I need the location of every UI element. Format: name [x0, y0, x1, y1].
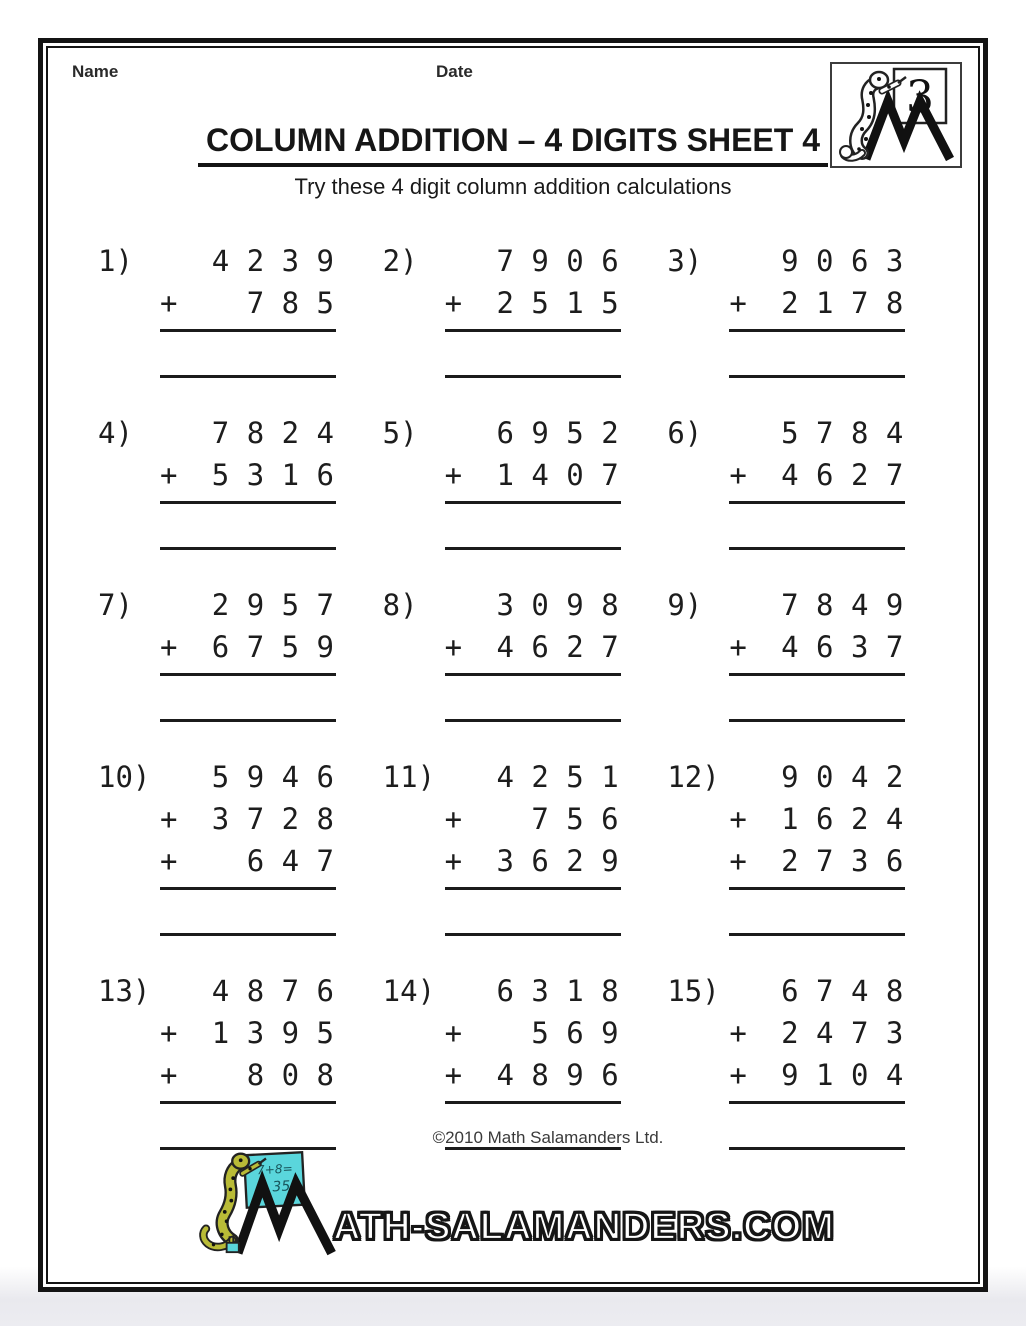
- addend-row: [160, 454, 336, 496]
- addend-digits: 3 7 2 8: [211, 802, 334, 836]
- addend-digits: 4 6 2 7: [496, 630, 619, 664]
- plus-sign: +: [444, 630, 463, 664]
- problem-body: [729, 756, 905, 936]
- addend-digits: 9 1 0 4: [781, 1058, 904, 1092]
- addend-digits: 4 8 7 6: [211, 974, 334, 1008]
- answer-line: [160, 719, 336, 722]
- problem-number: 14): [382, 974, 436, 1008]
- addend-row: [445, 412, 621, 454]
- problem-number: 4): [98, 416, 133, 450]
- addend-row: [160, 240, 336, 282]
- addend-row: [729, 240, 905, 282]
- problem: [98, 240, 383, 378]
- problem-body: [729, 412, 905, 550]
- answer-line: [729, 719, 905, 722]
- plus-sign: +: [444, 844, 463, 878]
- answer-space: [445, 676, 621, 719]
- problems-grid: [98, 240, 952, 1150]
- salamander-brand-logo: [191, 1148, 341, 1256]
- problem: [98, 970, 383, 1150]
- board-answer-text: 35: [272, 1178, 291, 1196]
- addend-row: [729, 626, 905, 668]
- plus-sign: +: [729, 286, 747, 320]
- addend-digits: 7 8 2 4: [211, 416, 334, 450]
- worksheet-page: [38, 38, 988, 1292]
- answer-space: [729, 676, 905, 719]
- problem-number: 11): [382, 760, 436, 794]
- addend-digits: 7 5 6: [531, 802, 619, 836]
- addend-digits: 2 7 3 6: [781, 844, 904, 878]
- addend-digits: 6 4 7: [246, 844, 334, 878]
- addend-digits: 7 8 4 9: [781, 588, 904, 622]
- problem: [383, 756, 668, 936]
- addend-row: [445, 798, 621, 840]
- answer-space: [445, 504, 621, 547]
- plus-sign: +: [160, 1016, 178, 1050]
- plus-sign: +: [444, 802, 463, 836]
- addend-row: [445, 454, 621, 496]
- addend-digits: 3 6 2 9: [496, 844, 619, 878]
- answer-space: [729, 504, 905, 547]
- addend-row: [729, 840, 905, 882]
- addend-row: [445, 1054, 621, 1096]
- problem-body: [160, 412, 336, 550]
- answer-line: [445, 933, 621, 936]
- problem: [667, 970, 952, 1150]
- addend-row: [445, 626, 621, 668]
- plus-sign: +: [729, 802, 747, 836]
- problem: [383, 970, 668, 1150]
- addend-row: [160, 840, 336, 882]
- plus-sign: +: [729, 1058, 747, 1092]
- answer-line: [445, 375, 621, 378]
- problem-body: [160, 756, 336, 936]
- addend-row: [445, 756, 621, 798]
- addend-row: [729, 584, 905, 626]
- copyright: ©2010 Math Salamanders Ltd.: [432, 1128, 664, 1147]
- answer-line: [445, 719, 621, 722]
- problem-body: [160, 584, 336, 722]
- problem-body: [160, 240, 336, 378]
- answer-line: [729, 375, 905, 378]
- addend-digits: 5 9 4 6: [211, 760, 334, 794]
- addend-row: [445, 1012, 621, 1054]
- problem-number: 12): [667, 760, 720, 794]
- problem-number: 10): [98, 760, 151, 794]
- addend-digits: 8 0 8: [246, 1058, 334, 1092]
- name-label: Name: [72, 62, 119, 81]
- plus-sign: +: [160, 630, 178, 664]
- addend-row: [729, 412, 905, 454]
- problem-number: 13): [98, 974, 151, 1008]
- addend-row: [160, 970, 336, 1012]
- addend-digits: 5 6 9: [531, 1016, 619, 1050]
- addend-row: [445, 282, 621, 324]
- problem-number: 6): [667, 416, 703, 450]
- problem-body: [445, 584, 621, 722]
- answer-space: [445, 890, 621, 933]
- addend-row: [729, 282, 905, 324]
- addend-digits: 4 6 3 7: [781, 630, 904, 664]
- addend-row: [160, 626, 336, 668]
- problem-number: 1): [98, 244, 133, 278]
- addend-digits: 5 7 8 4: [781, 416, 904, 450]
- brand-row: [48, 1148, 978, 1256]
- addend-row: [160, 798, 336, 840]
- addend-row: [445, 970, 621, 1012]
- addend-digits: 9 0 6 3: [781, 244, 904, 278]
- addend-digits: 4 6 2 7: [781, 458, 904, 492]
- date-label: Date: [436, 62, 473, 81]
- plus-sign: +: [160, 1058, 178, 1092]
- answer-line: [729, 933, 905, 936]
- answer-space: [160, 890, 336, 933]
- addend-digits: 6 7 4 8: [781, 974, 904, 1008]
- problem-number: 15): [667, 974, 720, 1008]
- problem-body: [445, 412, 621, 550]
- worksheet-inner-frame: [46, 46, 980, 1284]
- sheet-footer: [48, 1128, 978, 1256]
- problem-number: 8): [382, 588, 418, 622]
- site-wordmark: ATH-SALAMANDERS.COM: [333, 1206, 835, 1248]
- addend-row: [160, 584, 336, 626]
- addend-digits: 1 6 2 4: [781, 802, 904, 836]
- addend-row: [729, 798, 905, 840]
- problem: [383, 412, 668, 550]
- answer-space: [160, 504, 336, 547]
- problem: [98, 584, 383, 722]
- problem: [667, 756, 952, 936]
- addend-row: [729, 454, 905, 496]
- addend-digits: 6 3 1 8: [496, 974, 619, 1008]
- problem-body: [445, 240, 621, 378]
- problem: [383, 584, 668, 722]
- problem-number: 2): [382, 244, 418, 278]
- problem: [667, 240, 952, 378]
- addend-digits: 2 9 5 7: [211, 588, 334, 622]
- addend-digits: 2 5 1 5: [496, 286, 619, 320]
- problem-number: 9): [667, 588, 703, 622]
- problem-number: 5): [382, 416, 418, 450]
- plus-sign: +: [729, 630, 747, 664]
- plus-sign: +: [160, 458, 178, 492]
- addend-digits: 7 8 5: [246, 286, 334, 320]
- answer-space: [160, 676, 336, 719]
- plus-sign: +: [729, 1016, 747, 1050]
- plus-sign: +: [444, 1016, 463, 1050]
- addend-digits: 6 9 5 2: [496, 416, 619, 450]
- answer-line: [160, 547, 336, 550]
- worksheet-title: COLUMN ADDITION – 4 DIGITS SHEET 4: [198, 122, 828, 167]
- math-salamanders-corner-logo: [830, 62, 962, 168]
- problem-body: [729, 240, 905, 378]
- problem-body: [729, 584, 905, 722]
- addend-digits: 9 0 4 2: [781, 760, 904, 794]
- addend-digits: 2 1 7 8: [781, 286, 904, 320]
- addend-row: [160, 1012, 336, 1054]
- answer-line: [445, 547, 621, 550]
- addend-row: [160, 282, 336, 324]
- problem: [667, 412, 952, 550]
- problem: [98, 412, 383, 550]
- addend-row: [729, 1054, 905, 1096]
- problem-number: 3): [667, 244, 703, 278]
- problem-body: [729, 970, 905, 1150]
- plus-sign: +: [160, 286, 178, 320]
- addend-row: [445, 840, 621, 882]
- answer-space: [445, 332, 621, 375]
- corner-logo-svg: [832, 64, 960, 166]
- addend-digits: 4 8 9 6: [496, 1058, 619, 1092]
- problem-number: 7): [98, 588, 133, 622]
- plus-sign: +: [729, 844, 747, 878]
- plus-sign: +: [729, 458, 747, 492]
- problem: [667, 584, 952, 722]
- plus-sign: +: [160, 802, 178, 836]
- addend-row: [729, 756, 905, 798]
- problem-body: [160, 970, 336, 1150]
- corner-logo-number: 3: [906, 72, 934, 123]
- addend-digits: 7 9 0 6: [496, 244, 619, 278]
- addend-row: [445, 584, 621, 626]
- plus-sign: +: [444, 286, 463, 320]
- paint-pot: [227, 1243, 239, 1252]
- addend-digits: 1 3 9 5: [211, 1016, 334, 1050]
- addend-row: [729, 1012, 905, 1054]
- addend-digits: 6 7 5 9: [211, 630, 334, 664]
- problem-body: [445, 756, 621, 936]
- addend-row: [729, 970, 905, 1012]
- addend-row: [160, 756, 336, 798]
- worksheet-subtitle: Try these 4 digit column addition calculations: [294, 174, 732, 199]
- answer-space: [160, 332, 336, 375]
- plus-sign: +: [444, 458, 463, 492]
- answer-space: [729, 890, 905, 933]
- board-sum-text: 7+8=: [256, 1161, 294, 1178]
- answer-space: [729, 332, 905, 375]
- problem: [98, 756, 383, 936]
- addend-digits: 2 4 7 3: [781, 1016, 904, 1050]
- answer-line: [729, 547, 905, 550]
- addend-row: [160, 412, 336, 454]
- addend-digits: 4 2 5 1: [496, 760, 619, 794]
- problem: [383, 240, 668, 378]
- addend-row: [160, 1054, 336, 1096]
- answer-line: [160, 933, 336, 936]
- addend-digits: 4 2 3 9: [211, 244, 334, 278]
- plus-sign: +: [160, 844, 178, 878]
- addend-digits: 5 3 1 6: [211, 458, 334, 492]
- plus-sign: +: [444, 1058, 463, 1092]
- problem-body: [445, 970, 621, 1150]
- addend-digits: 3 0 9 8: [496, 588, 619, 622]
- answer-line: [160, 375, 336, 378]
- addend-row: [445, 240, 621, 282]
- addend-digits: 1 4 0 7: [496, 458, 619, 492]
